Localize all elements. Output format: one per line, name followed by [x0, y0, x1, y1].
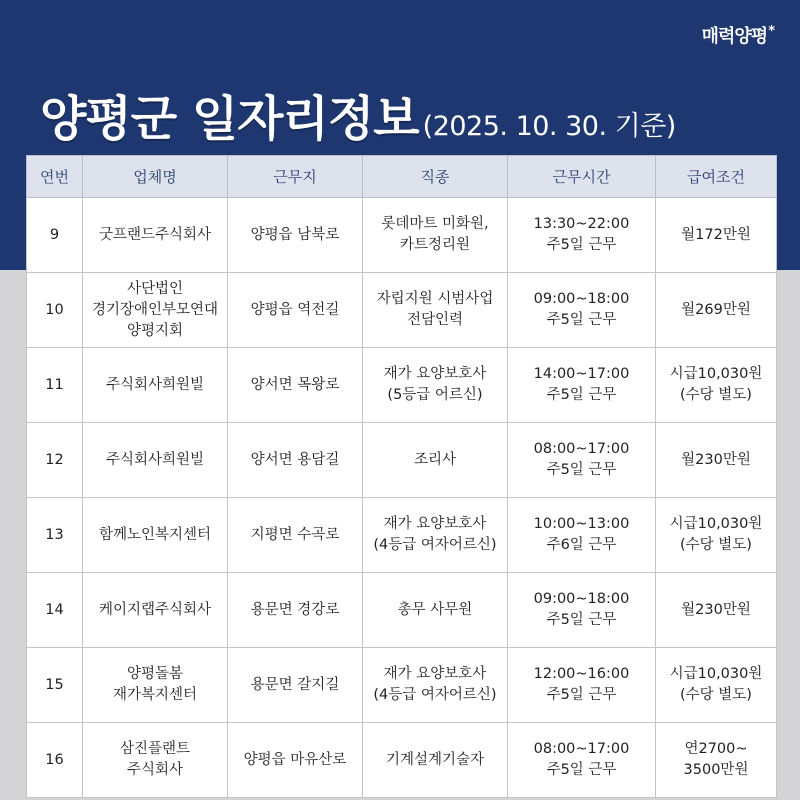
title-row: [40, 80, 676, 149]
cell-pay: 시급10,030원 (수당 별도): [656, 498, 777, 573]
cell-hours: 09:00~18:00 주5일 근무: [508, 573, 656, 648]
cell-company: 주식회사희원빌: [83, 423, 228, 498]
cell-company: 삼진플랜트 주식회사: [83, 723, 228, 798]
cell-company: 양평돌봄 재가복지센터: [83, 648, 228, 723]
cell-pay: 연2700~ 3500만원: [656, 723, 777, 798]
header-cell-company: 업체명: [83, 156, 228, 198]
cell-job: 재가 요양보호사 (4등급 여자어르신): [363, 498, 508, 573]
cell-pay: 월230만원: [656, 423, 777, 498]
cell-company: 굿프랜드주식회사: [83, 198, 228, 273]
job-table: [26, 155, 777, 798]
header-cell-pay: 급여조건: [656, 156, 777, 198]
cell-pay: 시급10,030원 (수당 별도): [656, 348, 777, 423]
table-row: [27, 348, 777, 423]
cell-company: 주식회사희원빌: [83, 348, 228, 423]
table-row: [27, 423, 777, 498]
cell-hours: 10:00~13:00 주6일 근무: [508, 498, 656, 573]
cell-job: 조리사: [363, 423, 508, 498]
table-row: [27, 498, 777, 573]
cell-no: 12: [27, 423, 83, 498]
cell-pay: 시급10,030원 (수당 별도): [656, 648, 777, 723]
cell-hours: 08:00~17:00 주5일 근무: [508, 423, 656, 498]
cell-hours: 08:00~17:00 주5일 근무: [508, 723, 656, 798]
page-title: 양평군 일자리정보: [40, 91, 419, 147]
table-row: [27, 648, 777, 723]
table-row: [27, 573, 777, 648]
cell-job: 총무 사무원: [363, 573, 508, 648]
cell-company: 함께노인복지센터: [83, 498, 228, 573]
cell-hours: 13:30~22:00 주5일 근무: [508, 198, 656, 273]
brand-logo-text: 매력양평: [701, 26, 768, 47]
title-date: (2025. 10. 30. 기준): [422, 111, 676, 142]
cell-no: 9: [27, 198, 83, 273]
cell-no: 10: [27, 273, 83, 348]
cell-job: 롯데마트 미화원, 카트정리원: [363, 198, 508, 273]
table-row: [27, 723, 777, 798]
cell-company: 사단법인 경기장애인부모연대 양평지회: [83, 273, 228, 348]
cell-location: 양평읍 마유산로: [228, 723, 363, 798]
table-row: [27, 273, 777, 348]
cell-hours: 12:00~16:00 주5일 근무: [508, 648, 656, 723]
cell-no: 16: [27, 723, 83, 798]
cell-location: 용문면 갈지길: [228, 648, 363, 723]
cell-pay: 월230만원: [656, 573, 777, 648]
cell-no: 15: [27, 648, 83, 723]
table-header-row: [27, 156, 777, 198]
cell-pay: 월172만원: [656, 198, 777, 273]
header-cell-location: 근무지: [228, 156, 363, 198]
header-cell-job: 직종: [363, 156, 508, 198]
cell-job: 재가 요양보호사 (4등급 여자어르신): [363, 648, 508, 723]
cell-job: 기계설계기술자: [363, 723, 508, 798]
cell-company: 케이지랩주식회사: [83, 573, 228, 648]
cell-job: 재가 요양보호사 (5등급 어르신): [363, 348, 508, 423]
cell-no: 14: [27, 573, 83, 648]
cell-location: 양평읍 남북로: [228, 198, 363, 273]
job-table-wrapper: [26, 155, 776, 798]
header-cell-no: 연번: [27, 156, 83, 198]
cell-location: 양평읍 역전길: [228, 273, 363, 348]
cell-job: 자립지원 시범사업 전담인력: [363, 273, 508, 348]
header-cell-hours: 근무시간: [508, 156, 656, 198]
table-row: [27, 198, 777, 273]
cell-no: 13: [27, 498, 83, 573]
cell-hours: 09:00~18:00 주5일 근무: [508, 273, 656, 348]
brand-logo-star: *: [768, 24, 774, 39]
cell-no: 11: [27, 348, 83, 423]
cell-location: 양서면 목왕로: [228, 348, 363, 423]
cell-hours: 14:00~17:00 주5일 근무: [508, 348, 656, 423]
cell-pay: 월269만원: [656, 273, 777, 348]
cell-location: 양서면 용담길: [228, 423, 363, 498]
brand-logo: [702, 22, 774, 48]
cell-location: 용문면 경강로: [228, 573, 363, 648]
cell-location: 지평면 수곡로: [228, 498, 363, 573]
